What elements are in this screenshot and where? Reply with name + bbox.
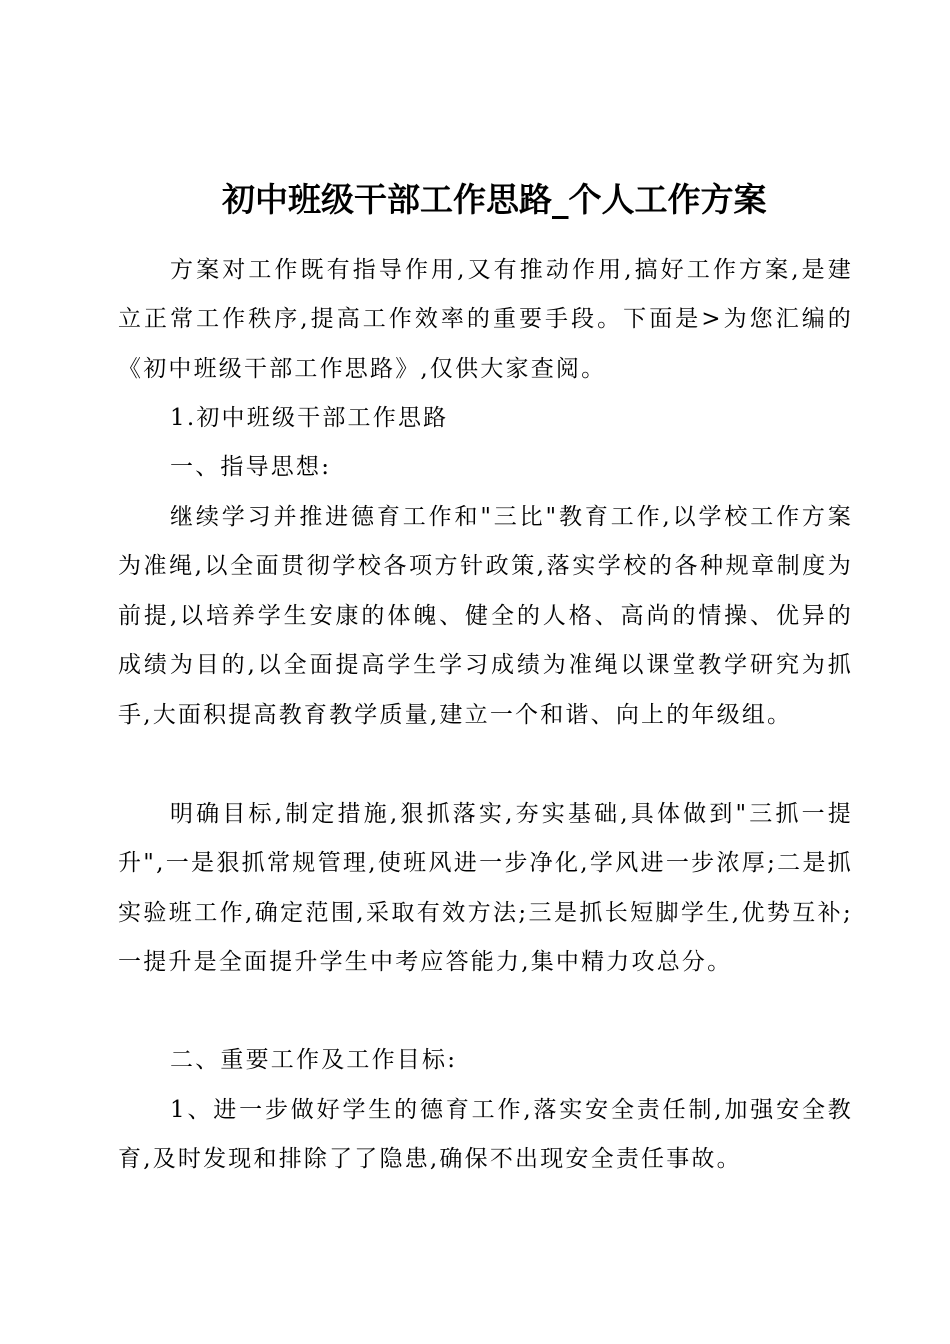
work-heading: 二、重要工作及工作目标:: [170, 1047, 458, 1073]
guide-paragraph: 继续学习并推进德育工作和"三比"教育工作,以学校工作方案为准绳,以全面贯彻学校各项方针政策,落实学校的各种规章制度为前提,以培养学生安康的体魄、健全的人格、高尚的情操、优异的成绩为目的,以全面提高学生学习成绩为准绳以课堂教学研究为抓手,大面积提高教育教学质量,建立一个和谐、向上的年级组。: [118, 504, 853, 728]
section-heading: 1.初中班级干部工作思路: [170, 405, 449, 431]
work-item-1: 1、进一步做好学生的德育工作,落实安全责任制,加强安全教育,及时发现和排除了了隐患,确保不出现安全责任事故。: [118, 1097, 853, 1173]
guide-heading: 一、指导思想:: [170, 454, 332, 480]
intro-paragraph: 方案对工作既有指导作用,又有推动作用,搞好工作方案,是建立正常工作秩序,提高工作效率的重要手段。下面是>为您汇编的《初中班级干部工作思路》,仅供大家查阅。: [118, 257, 853, 382]
document-title: 初中班级干部工作思路_个人工作方案: [222, 180, 767, 219]
goal-paragraph: 明确目标,制定措施,狠抓落实,夯实基础,具体做到"三抓一提升",一是狠抓常规管理,使班风进一步净化,学风进一步浓厚;二是抓实验班工作,确定范围,采取有效方法;三是抓长短脚学生,优势互补;一提升是全面提升学生中考应答能力,集中精力攻总分。: [118, 801, 853, 976]
